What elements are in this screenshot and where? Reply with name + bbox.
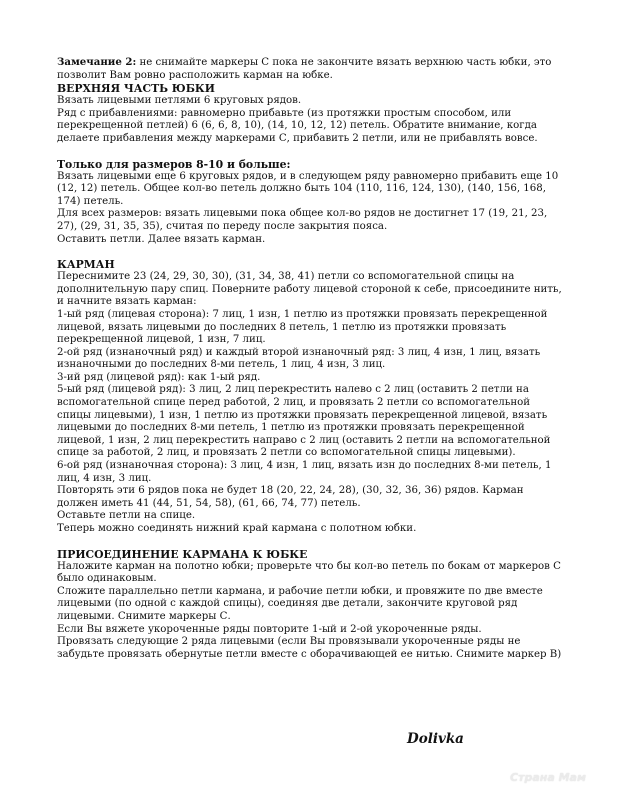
heading-pocket: КАРМАН — [57, 258, 115, 272]
author-signature: Dolivka — [407, 731, 464, 747]
paragraph: 5-ый ряд (лицевой ряд): 3 лиц, 2 лиц перекрестить налево с 2 лиц (оставить 2 петли на вспомогательной спице перед работой, 2 лиц, и провязать 2 петли со вспомогательной спицы лицевыми), 1 изн, 1 петлю из протяжки провязать перекрещенной лицевой, вязать лицевыми до последних 8-ми петель, 1 петлю из протяжки провязать перекрещенной лицевой, 1 изн, 2 лиц перекрестить направо с 2 лиц (оставить 2 петли на вспомогательной спице за работой, 2 лиц, и провязать 2 петли со вспомогательной спицы лицевыми). — [57, 384, 551, 459]
paragraph: Повторять эти 6 рядов пока не будет 18 (20, 22, 24, 28), (30, 32, 36, 36) рядов. Карман должен иметь 41 (44, 51, 54, 58), (61, 66, 74, 77) петель. — [57, 485, 524, 509]
paragraph: Оставить петли. Далее вязать карман. — [57, 233, 266, 245]
heading-upper-skirt: ВЕРХНЯЯ ЧАСТЬ ЮБКИ — [57, 82, 215, 96]
paragraph: Наложите карман на полотно юбки; проверьте что бы кол-во петель по бокам от маркеров С было одинаковым. — [57, 560, 561, 585]
paragraph: Сложите параллельно петли кармана, и рабочие петли юбки, и провяжите по две вместе лицевыми (по одной с каждой спицы), соединяя две детали, закончите круговой ряд лицевыми. Снимите маркеры С. — [57, 585, 543, 622]
section-upper-skirt — [57, 82, 567, 145]
section-pocket — [57, 258, 567, 535]
watermark-logo: Страна Мам — [510, 771, 586, 784]
paragraph: 1-ый ряд (лицевая сторона): 7 лиц, 1 изн, 1 петлю из протяжки провязать перекрещенной лицевой, вязать лицевыми до последних 8 петель, 1 петлю из протяжки провязать перекрещенной лицевой, 1 изн, 7 лиц. — [57, 308, 548, 346]
paragraph: Ряд с прибавлениями: равномерно прибавьте (из протяжки простым способом, или перекрещенной петлей) 6 (6, 6, 8, 10), (14, 10, 12, 12) петель. Обратите внимание, когда делаете прибавления между маркерами С, прибавить 2 петли, или не прибавлять вовсе. — [57, 107, 538, 144]
paragraph: Провязать следующие 2 ряда лицевыми (если Вы провязывали укороченные ряды не забудьте провязать обернутые петли вместе с оборачивающей ее нитью. Снимите маркер В) — [57, 636, 562, 660]
note-text: не снимайте маркеры С пока не закончите вязать верхнюю часть юбки, это позволит Вам ровно расположить карман на юбке. — [57, 57, 552, 81]
note-label: Замечание 2: — [57, 56, 137, 68]
document-body — [57, 56, 567, 673]
section-join — [57, 548, 567, 662]
note-paragraph — [57, 56, 567, 82]
paragraph: Переснимите 23 (24, 29, 30, 30), (31, 34, 38, 41) петли со вспомогательной спицы на дополнительную пару спиц. Поверните работу лицевой стороной к себе, присоедините нить, и начните вязать карман: — [57, 271, 562, 308]
paragraph: Вязать лицевыми еще 6 круговых рядов, и в следующем ряду равномерно прибавить еще 10 (12, 12) петель. Общее кол-во петель должно быть 104 (110, 116, 124, 130), (140, 156, 168, 174) петель. — [57, 170, 559, 207]
heading-large-sizes: Только для размеров 8-10 и больше: — [57, 157, 291, 171]
paragraph: Теперь можно соединять нижний край кармана с полотном юбки. — [57, 523, 417, 534]
heading-join: ПРИСОЕДИНЕНИЕ КАРМАНА К ЮБКЕ — [57, 547, 308, 561]
section-large-sizes — [57, 158, 567, 247]
paragraph: 2-ой ряд (изнаночный ряд) и каждый второй изнаночный ряд: 3 лиц, 4 изн, 1 лиц, вязать изнаночными до последних 8-ми петель, 1 лиц, 4 изн, 3 лиц. — [57, 346, 541, 371]
paragraph: Для всех размеров: вязать лицевыми пока общее кол-во рядов не достигнет 17 (19, 21, 23, 27), (29, 31, 35, 35), считая по переду после закрытия пояса. — [57, 208, 548, 232]
paragraph: Вязать лицевыми петлями 6 круговых рядов. — [57, 95, 302, 107]
paragraph: Оставьте петли на спице. — [57, 510, 196, 522]
paragraph: Если Вы вяжете укороченные ряды повторите 1-ый и 2-ой укороченные ряды. — [57, 623, 482, 635]
paragraph: 6-ой ряд (изнаночная сторона): 3 лиц, 4 изн, 1 лиц, вязать изн до последних 8-ми петель, 1 лиц, 4 изн, 3 лиц. — [57, 460, 552, 484]
paragraph: 3-ий ряд (лицевой ряд): как 1-ый ряд. — [57, 371, 261, 383]
